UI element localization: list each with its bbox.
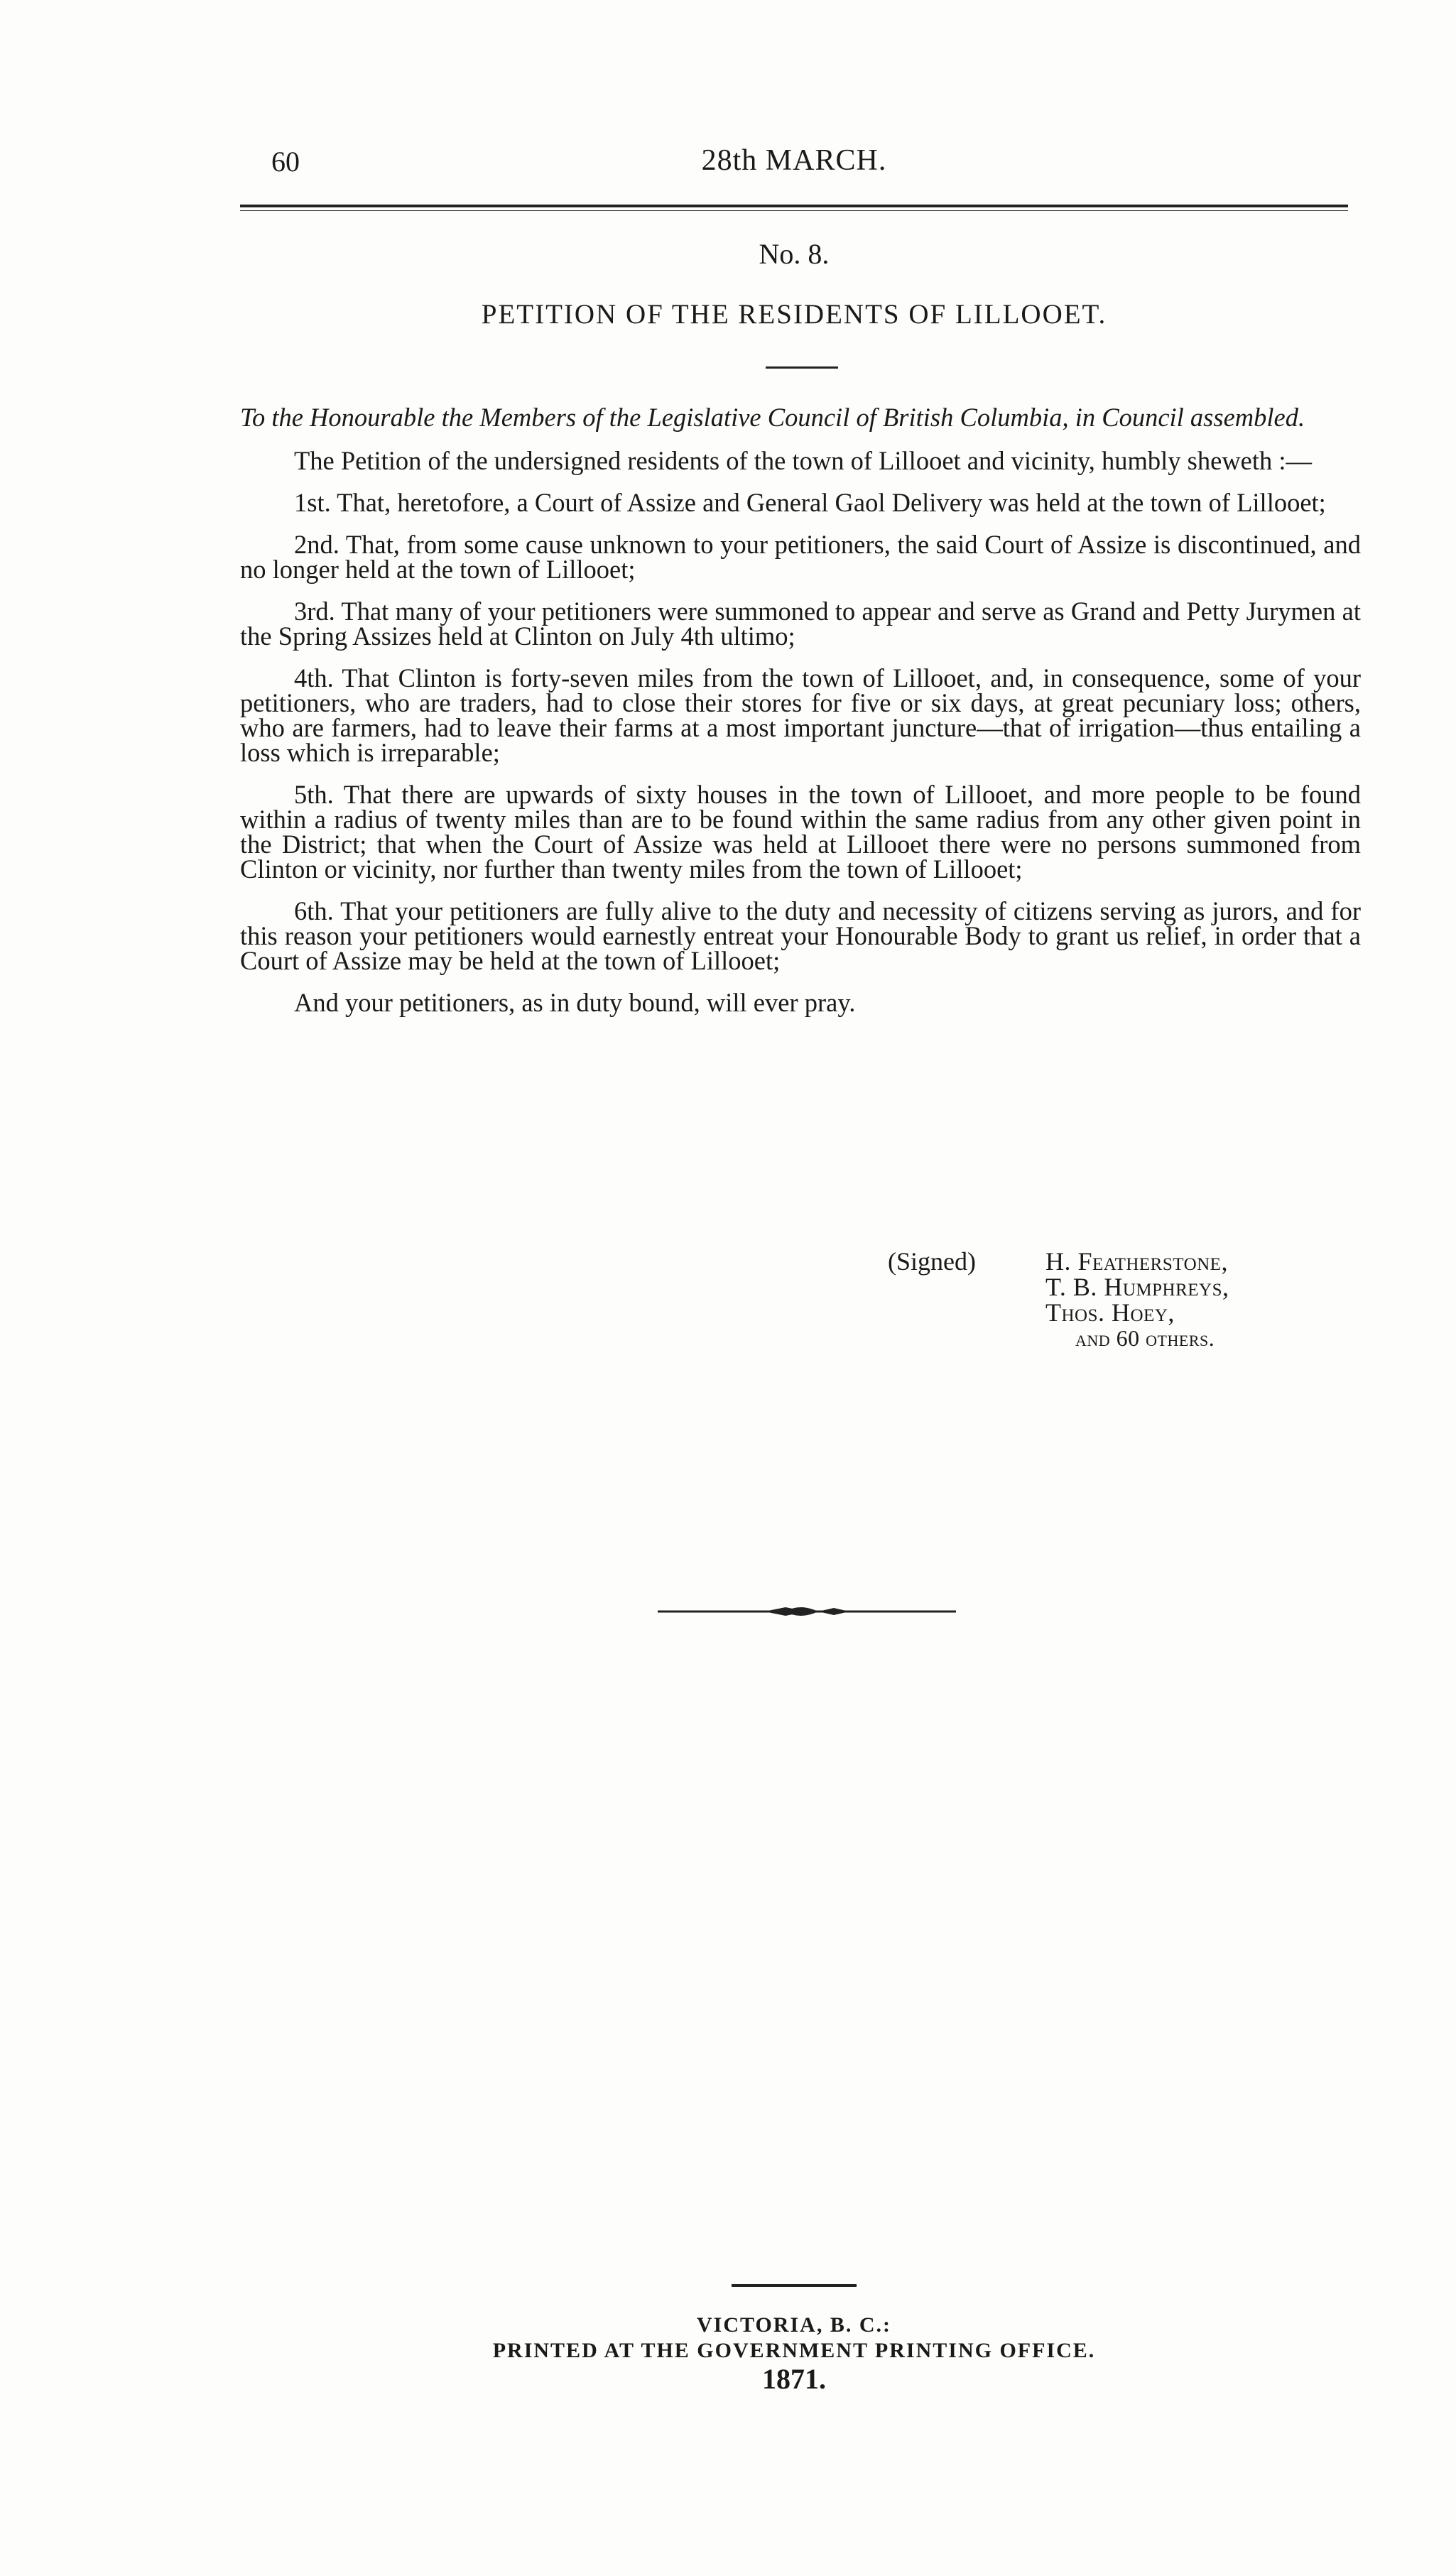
- imprint-year: 1871.: [762, 2363, 826, 2395]
- running-head: [240, 139, 1348, 182]
- signer-others: and 60 others.: [1075, 1325, 1215, 1351]
- petition-paragraph-5th: 5th. That there are upwards of sixty houses in the town of Lillooet, and more people to be found within a radius of twenty miles than are to be found within the same radius from any other given point in the District; that when the Court of Assize was held at Lillooet there were no persons summoned from Clinton or vicinity, nor further than twenty miles from the town of Lillooet;: [240, 780, 1361, 884]
- petition-body: [240, 405, 1361, 1015]
- imprint-printer: PRINTED AT THE GOVERNMENT PRINTING OFFICE.: [492, 2339, 1096, 2362]
- petition-paragraph-2nd: 2nd. That, from some cause unknown to your petitioners, the said Court of Assize is discontinued, and no longer held at the town of Lillooet;: [240, 530, 1361, 584]
- imprint-place: VICTORIA, B. C.:: [697, 2313, 891, 2337]
- page-number: 60: [271, 146, 300, 178]
- imprint: [240, 2284, 1348, 2395]
- petition-paragraph-4th: 4th. That Clinton is forty-seven miles from the town of Lillooet, and, in consequence, some of your petitioners, who are traders, had to close their stores for five or six days, at great pecuniary loss; others, who are farmers, had to leave their farms at a most important juncture—that of irrigation—thus entailing a loss which is irreparable;: [240, 663, 1361, 767]
- petition-paragraph-1st: 1st. That, heretofore, a Court of Assize and General Gaol Delivery was held at the town of Lillooet;: [294, 488, 1326, 517]
- petition-address: To the Honourable the Members of the Legislative Council of British Columbia, in Council assembled.: [240, 403, 1305, 432]
- imprint-rule: [732, 2284, 857, 2287]
- petition-prayer: And your petitioners, as in duty bound, will ever pray.: [294, 988, 856, 1017]
- signer-name: T. B. Humphreys,: [1045, 1273, 1229, 1301]
- document-title: PETITION OF THE RESIDENTS OF LILLOOET.: [481, 299, 1107, 330]
- petition-paragraph-preamble: The Petition of the undersigned residents of the town of Lillooet and vicinity, humbly sheweth :—: [294, 446, 1313, 475]
- document-number: No. 8.: [759, 238, 830, 270]
- petition-paragraph-6th: 6th. That your petitioners are fully alive to the duty and necessity of citizens serving as jurors, and for this reason your petitioners would earnestly entreat your Honourable Body to grant us relief, in order that a Court of Assize may be held at the town of Lillooet;: [240, 896, 1361, 975]
- header-rule: [240, 205, 1348, 207]
- signer-name: H. Featherstone,: [1045, 1247, 1228, 1276]
- title-rule: [766, 366, 838, 369]
- petition-paragraph-3rd: 3rd. That many of your petitioners were summoned to appear and serve as Grand and Petty Jurymen at the Spring Assizes held at Clinton on July 4th ultimo;: [240, 597, 1361, 651]
- signer-list: [1045, 1249, 1229, 1351]
- signer-name: Thos. Hoey,: [1045, 1298, 1175, 1327]
- running-head-date: 28th MARCH.: [701, 144, 887, 177]
- signed-label: (Signed): [888, 1247, 976, 1276]
- ornament-divider-icon: [658, 1601, 956, 1622]
